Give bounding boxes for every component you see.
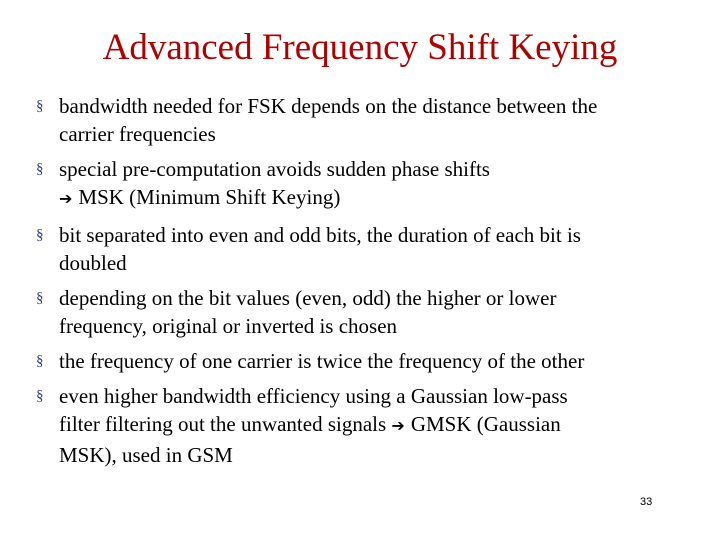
- page-number: 33: [640, 496, 653, 508]
- bullet-line: depending on the bit values (even, odd) the higher or lower: [59, 286, 557, 310]
- bullet-item: [36, 155, 696, 214]
- bullet-marker-icon: §: [36, 161, 44, 177]
- bullet-marker-icon: §: [36, 353, 44, 369]
- bullet-marker-icon: §: [36, 98, 44, 114]
- bullet-item: [36, 92, 696, 148]
- bullet-line: [59, 410, 696, 441]
- slide-title: Advanced Frequency Shift Keying: [102, 27, 618, 68]
- bullet-text: filter filtering out the unwanted signals: [59, 412, 387, 436]
- bullet-arrow-line: [59, 183, 696, 214]
- arrow-right-icon: ➔: [59, 191, 73, 208]
- bullet-line: frequency, original or inverted is chosen: [59, 314, 398, 338]
- bullet-line: the frequency of one carrier is twice the frequency of the other: [59, 349, 585, 373]
- bullet-marker-icon: §: [36, 290, 44, 306]
- bullet-line: special pre-computation avoids sudden phase shifts: [59, 157, 490, 181]
- bullet-item: [36, 382, 696, 469]
- bullet-list: [36, 92, 696, 476]
- bullet-item: [36, 221, 696, 277]
- bullet-line: doubled: [59, 251, 127, 275]
- bullet-line: bandwidth needed for FSK depends on the distance between the: [59, 94, 598, 118]
- bullet-line: MSK), used in GSM: [59, 443, 233, 467]
- bullet-item: [36, 347, 696, 375]
- bullet-line: even higher bandwidth efficiency using a Gaussian low-pass: [59, 384, 568, 408]
- bullet-item: [36, 284, 696, 340]
- bullet-arrow-text: GMSK (Gaussian: [410, 412, 561, 436]
- bullet-arrow-text: MSK (Minimum Shift Keying): [78, 185, 341, 209]
- bullet-line: bit separated into even and odd bits, the duration of each bit is: [59, 223, 581, 247]
- bullet-marker-icon: §: [36, 227, 44, 243]
- arrow-right-icon: ➔: [391, 418, 405, 435]
- bullet-marker-icon: §: [36, 388, 44, 404]
- bullet-line: carrier frequencies: [59, 122, 216, 146]
